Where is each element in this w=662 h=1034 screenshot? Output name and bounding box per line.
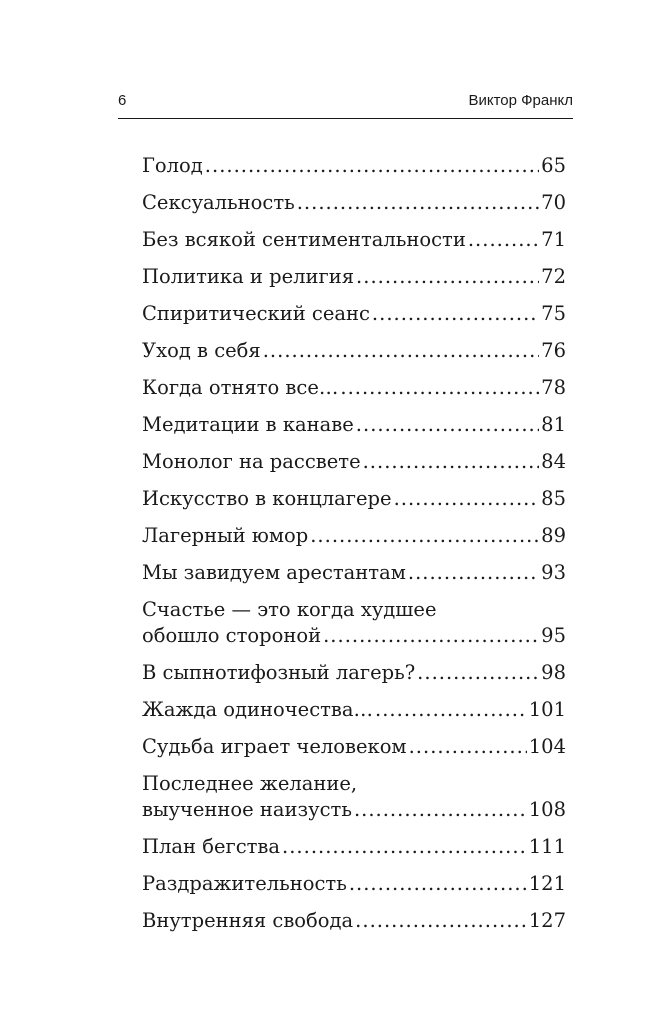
toc-entry-title: Политика и религия xyxy=(142,265,355,288)
dot-leader xyxy=(409,734,527,760)
toc-entry-title: Когда отнято все… xyxy=(142,376,339,399)
toc-entry-line xyxy=(142,486,566,512)
dot-leader xyxy=(363,449,540,475)
toc-entry xyxy=(142,771,566,823)
toc-entry-line xyxy=(142,375,566,401)
toc-entry-title: Лагерный юмор xyxy=(142,524,309,547)
toc-entry-line xyxy=(142,153,566,179)
toc-entry-line xyxy=(142,623,566,649)
dot-leader xyxy=(408,560,539,586)
toc-entry-title: Внутренняя свобода xyxy=(142,909,354,932)
toc-entry-title: Монолог на рассвете xyxy=(142,450,361,473)
dot-leader xyxy=(468,227,539,253)
toc-entry-line xyxy=(142,697,566,723)
toc-entry-page: 108 xyxy=(528,798,566,821)
dot-leader xyxy=(297,190,539,216)
toc-entry-line xyxy=(142,560,566,586)
toc-entry-title: План бегства xyxy=(142,835,281,858)
toc-entry-page: 95 xyxy=(541,624,566,647)
toc-entry-line xyxy=(142,871,566,897)
toc-entry-page: 76 xyxy=(541,339,566,362)
toc-entry-title: Жажда одиночества… xyxy=(142,698,374,721)
toc-entry-page: 121 xyxy=(528,872,566,895)
toc-entry-line xyxy=(142,734,566,760)
table-of-contents xyxy=(142,153,566,945)
toc-entry xyxy=(142,227,566,253)
toc-entry xyxy=(142,449,566,475)
toc-entry-page: 72 xyxy=(541,265,566,288)
toc-entry xyxy=(142,338,566,364)
toc-entry-line xyxy=(142,834,566,860)
toc-entry xyxy=(142,412,566,438)
toc-entry-title: Спиритический сеанс xyxy=(142,302,370,325)
toc-entry-line xyxy=(142,412,566,438)
toc-entry-page: 71 xyxy=(541,228,566,251)
page-header xyxy=(118,92,573,119)
toc-entry-page: 93 xyxy=(541,561,566,584)
toc-entry-title: Мы завидуем арестантам xyxy=(142,561,406,584)
toc-entry xyxy=(142,560,566,586)
toc-entry-line xyxy=(142,264,566,290)
toc-entry xyxy=(142,190,566,216)
toc-entry xyxy=(142,264,566,290)
toc-entry-page: 89 xyxy=(541,524,566,547)
toc-entry xyxy=(142,523,566,549)
toc-entry xyxy=(142,697,566,723)
toc-entry-page: 104 xyxy=(528,735,566,758)
dot-leader xyxy=(417,660,539,686)
toc-entry-title: В сыпнотифозный лагерь? xyxy=(142,661,416,684)
toc-entry-line xyxy=(142,449,566,475)
toc-entry xyxy=(142,834,566,860)
toc-entry-title: Искусство в концлагере xyxy=(142,487,392,510)
toc-entry-page: 127 xyxy=(528,909,566,932)
toc-entry-line xyxy=(142,523,566,549)
toc-entry-line xyxy=(142,227,566,253)
toc-entry-line xyxy=(142,660,566,686)
toc-entry-page: 81 xyxy=(541,413,566,436)
toc-entry-page: 70 xyxy=(541,191,566,214)
dot-leader xyxy=(372,301,539,327)
toc-entry-title: Раздражительность xyxy=(142,872,347,895)
toc-entry xyxy=(142,486,566,512)
dot-leader xyxy=(310,523,539,549)
toc-entry xyxy=(142,908,566,934)
toc-entry xyxy=(142,871,566,897)
toc-entry-title: Голод xyxy=(142,154,203,177)
toc-entry-page: 65 xyxy=(541,154,566,177)
dot-leader xyxy=(375,697,527,723)
toc-entry-page: 101 xyxy=(528,698,566,721)
page-number: 6 xyxy=(118,92,127,109)
dot-leader xyxy=(263,338,539,364)
dot-leader xyxy=(356,412,539,438)
toc-entry-line xyxy=(142,190,566,216)
toc-entry-title: Судьба играет человеком xyxy=(142,735,407,758)
toc-entry-title-line1: Последнее желание, xyxy=(142,772,358,795)
toc-entry xyxy=(142,660,566,686)
toc-entry-title: Без всякой сентиментальности xyxy=(142,228,466,251)
toc-entry-title-line1: Счастье — это когда худшее xyxy=(142,598,437,621)
dot-leader xyxy=(394,486,540,512)
toc-entry-title: Сексуальность xyxy=(142,191,295,214)
toc-entry xyxy=(142,597,566,649)
toc-entry xyxy=(142,301,566,327)
dot-leader xyxy=(282,834,527,860)
toc-entry-page: 84 xyxy=(541,450,566,473)
dot-leader xyxy=(356,264,539,290)
toc-entry-title: обошло стороной xyxy=(142,624,322,647)
toc-entry-page: 75 xyxy=(541,302,566,325)
toc-entry xyxy=(142,734,566,760)
toc-entry-line xyxy=(142,338,566,364)
dot-leader xyxy=(205,153,539,179)
toc-entry xyxy=(142,375,566,401)
toc-entry-line xyxy=(142,908,566,934)
running-title: Виктор Франкл xyxy=(468,92,573,109)
dot-leader xyxy=(355,908,527,934)
toc-entry-title: выученное наизусть xyxy=(142,798,352,821)
toc-entry-line xyxy=(142,797,566,823)
toc-entry-page: 85 xyxy=(541,487,566,510)
dot-leader xyxy=(349,871,527,897)
toc-entry-page: 98 xyxy=(541,661,566,684)
toc-entry xyxy=(142,153,566,179)
toc-entry-page: 111 xyxy=(528,835,566,858)
toc-entry-line xyxy=(142,301,566,327)
toc-entry-page: 78 xyxy=(541,376,566,399)
dot-leader xyxy=(354,797,527,823)
toc-entry-title: Медитации в канаве xyxy=(142,413,354,436)
toc-entry-title: Уход в себя xyxy=(142,339,261,362)
dot-leader xyxy=(340,375,539,401)
dot-leader xyxy=(323,623,539,649)
